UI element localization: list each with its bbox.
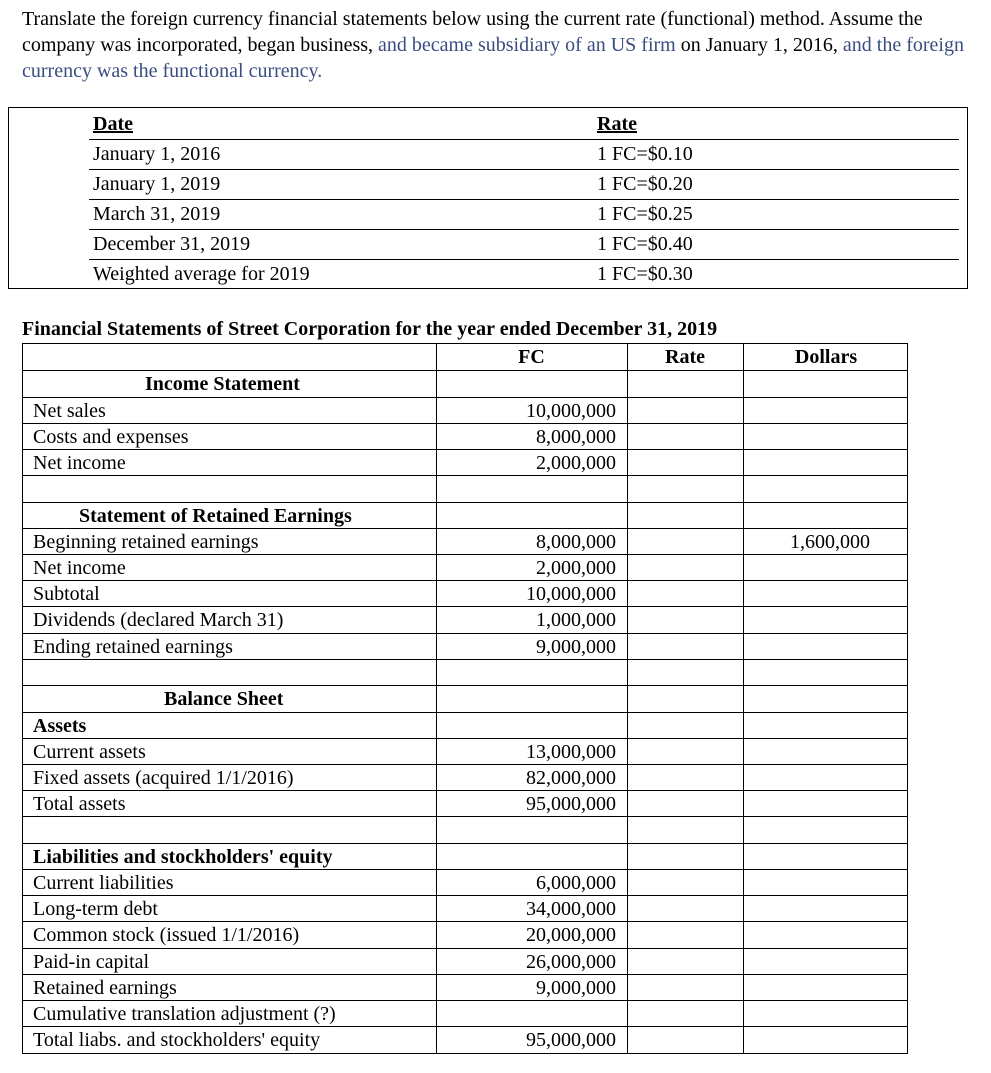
rate-row <box>89 260 959 290</box>
fc-value: 13,000,000 <box>526 741 616 763</box>
column-divider <box>627 344 628 1053</box>
instructions-text: Translate the foreign currency financial statements below using the current rate (functional) method. Assume the company was incorporated, began business, <box>22 8 923 56</box>
fc-value: 9,000,000 <box>536 636 616 658</box>
rate-value: 1 FC=$0.40 <box>597 233 693 255</box>
dollars-column-header: Dollars <box>794 346 858 368</box>
rate-column-header: Rate <box>665 346 705 368</box>
line-item-label: Ending retained earnings <box>33 636 233 658</box>
rate-value: 1 FC=$0.20 <box>597 173 693 195</box>
line-item-label: Net sales <box>33 400 106 422</box>
financial-statements-table <box>22 343 908 1054</box>
line-item-label: Current assets <box>33 741 146 763</box>
instructions-paragraph <box>22 6 972 84</box>
rate-value: 1 FC=$0.30 <box>597 263 693 285</box>
fc-value: 6,000,000 <box>536 872 616 894</box>
fc-value: 34,000,000 <box>526 898 616 920</box>
rate-row <box>89 140 959 170</box>
line-item-label: Costs and expenses <box>33 426 189 448</box>
fc-value: 2,000,000 <box>536 452 616 474</box>
rate-value: 1 FC=$0.25 <box>597 203 693 225</box>
line-item-label: Retained earnings <box>33 977 177 999</box>
instructions-text-functional: and the foreign currency was the functional currency. <box>22 34 964 82</box>
line-item-label: Total assets <box>33 793 126 815</box>
fc-value: 8,000,000 <box>536 426 616 448</box>
line-item-label: Total liabs. and stockholders' equity <box>33 1029 321 1051</box>
instructions-text-date: on January 1, 2016, <box>675 34 843 56</box>
dollars-value: 1,600,000 <box>790 531 870 553</box>
financial-statements-title: Financial Statements of Street Corporation for the year ended December 31, 2019 <box>22 318 718 340</box>
fc-value: 82,000,000 <box>526 767 616 789</box>
fc-value: 26,000,000 <box>526 951 616 973</box>
fc-value: 10,000,000 <box>526 583 616 605</box>
fc-value: 95,000,000 <box>526 793 616 815</box>
rate-value: 1 FC=$0.10 <box>597 143 693 165</box>
rate-row <box>89 200 959 230</box>
line-item-label: Fixed assets (acquired 1/1/2016) <box>33 767 294 789</box>
instructions-text-highlight: and became subsidiary of an US firm <box>378 34 676 56</box>
fc-column-header: FC <box>518 346 545 368</box>
fc-value: 1,000,000 <box>536 609 616 631</box>
fc-value: 2,000,000 <box>536 557 616 579</box>
line-item-label: Cumulative translation adjustment (?) <box>33 1003 336 1025</box>
fc-value: 95,000,000 <box>526 1029 616 1051</box>
line-item-label: Common stock (issued 1/1/2016) <box>33 924 300 946</box>
rate-date: January 1, 2019 <box>93 173 221 195</box>
rate-date: December 31, 2019 <box>93 233 251 255</box>
balance-sheet-heading: Balance Sheet <box>164 688 284 710</box>
rate-date: January 1, 2016 <box>93 143 221 165</box>
rate-date: Weighted average for 2019 <box>93 263 310 285</box>
fc-value: 9,000,000 <box>536 977 616 999</box>
line-item-label: Subtotal <box>33 583 100 605</box>
exchange-rate-table <box>8 107 968 289</box>
line-item-label: Dividends (declared March 31) <box>33 609 284 631</box>
line-item-label: Net income <box>33 452 126 474</box>
line-item-label: Paid-in capital <box>33 951 150 973</box>
fc-value: 10,000,000 <box>526 400 616 422</box>
rate-row <box>89 170 959 200</box>
income-statement-heading: Income Statement <box>145 373 300 395</box>
line-item-label: Net income <box>33 557 126 579</box>
fc-value: 8,000,000 <box>536 531 616 553</box>
assets-heading: Assets <box>33 715 87 737</box>
column-divider <box>743 344 744 1053</box>
retained-earnings-heading: Statement of Retained Earnings <box>79 505 352 527</box>
rate-row <box>89 230 959 260</box>
rate-header: Rate <box>597 113 637 135</box>
line-item-label: Long-term debt <box>33 898 158 920</box>
line-item-label: Beginning retained earnings <box>33 531 259 553</box>
fc-value: 20,000,000 <box>526 924 616 946</box>
date-header: Date <box>93 113 133 135</box>
liabilities-heading: Liabilities and stockholders' equity <box>33 846 333 868</box>
line-item-label: Current liabilities <box>33 872 174 894</box>
rate-table-header <box>89 110 959 140</box>
rate-date: March 31, 2019 <box>93 203 221 225</box>
